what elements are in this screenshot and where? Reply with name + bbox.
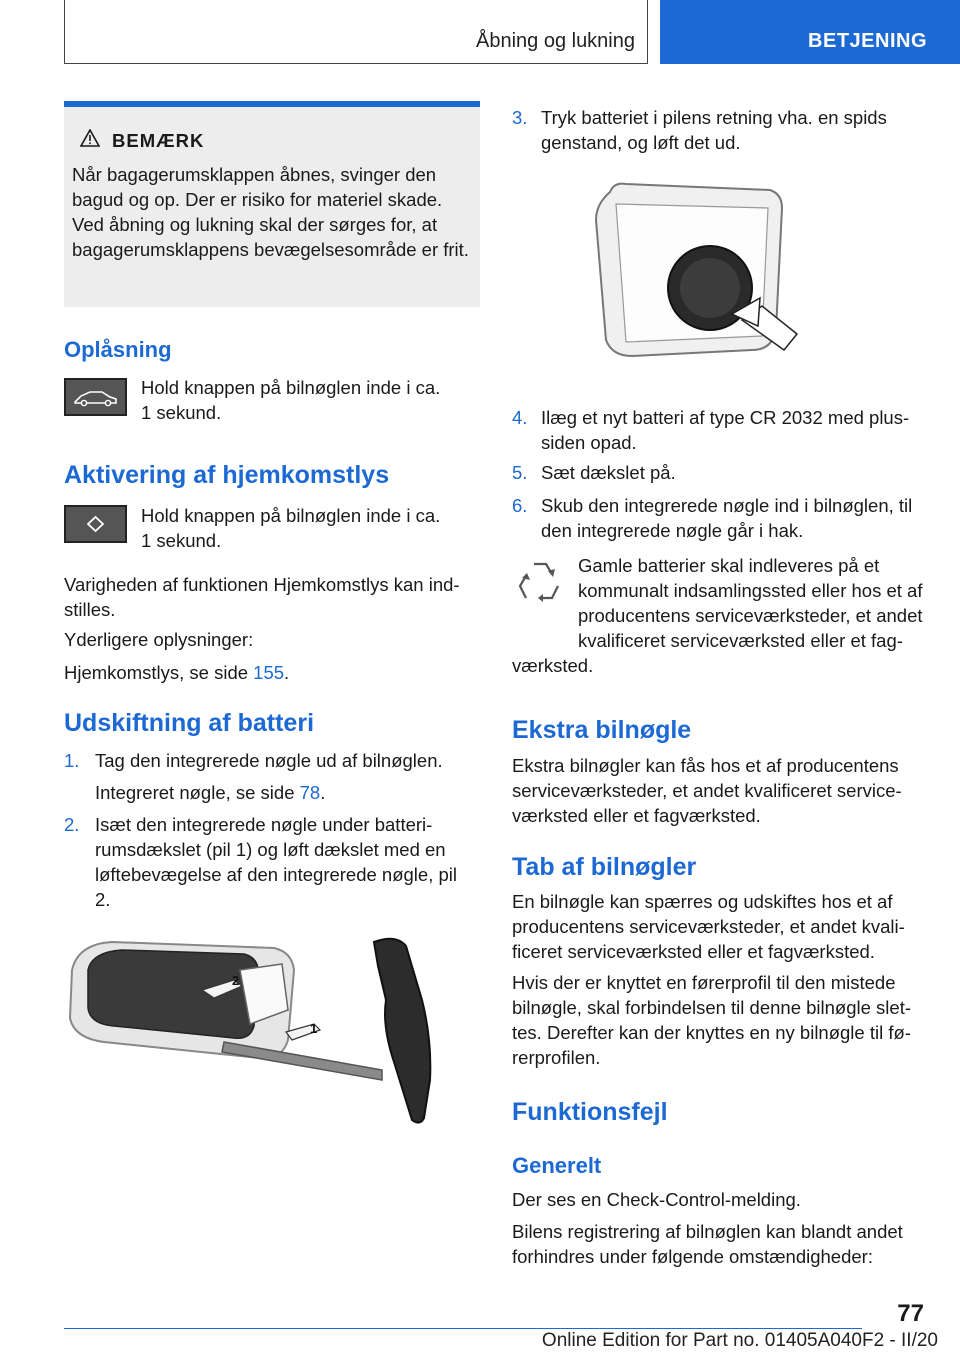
extra-key-heading: Ekstra bilnøgle: [512, 716, 692, 744]
further-info-label: Yderligere oplysninger:: [64, 629, 254, 650]
step-text: Ilæg et nyt batteri af type CR 2032 med plus- siden opad.: [541, 407, 910, 453]
lost-key-paragraph-1: En bilnøgle kan spærres og udskiftes hos et af producentens serviceværksteder, et andet kvali- ficeret serviceværksted eller et fagværksted.: [512, 891, 905, 962]
note-text: Når bagagerumsklappen åbnes, svinger den bagud og op. Der er risiko for materiel skade. Ved åbning og lukning skal der sørges for, at bagagerumsklappens bevægelsesområde er frit.: [72, 164, 469, 260]
step-number: 3.: [512, 107, 528, 128]
homelight-reference-period: .: [284, 662, 290, 683]
chapter-tab[interactable]: [660, 0, 960, 64]
step1-reference-period: .: [320, 782, 326, 803]
homelight-reference: [64, 660, 289, 685]
step-number: 2.: [64, 814, 80, 835]
malfunction-paragraph-1: Der ses en Check-Control-melding.: [512, 1189, 801, 1210]
note-title: BEMÆRK: [112, 129, 205, 151]
footer-divider: [64, 1328, 862, 1329]
unlock-instruction-line2: 1 sekund.: [141, 402, 222, 423]
lost-key-heading: Tab af bilnøgler: [512, 853, 697, 881]
step-number: 6.: [512, 495, 528, 516]
step1-reference-text: Integreret nøgle, se side: [95, 782, 300, 803]
malfunction-heading: Funktionsfejl: [512, 1098, 668, 1126]
unlock-instruction-line1: Hold knappen på bilnøglen inde i ca.: [141, 377, 441, 398]
step-text: Tag den integrerede nøgle ud af bilnøglen.: [95, 750, 443, 771]
step-number: 1.: [64, 750, 80, 771]
malfunction-paragraph-2: Bilens registrering af bilnøglen kan blandt andet forhindres under følgende omstændigheder:: [512, 1221, 903, 1267]
homelight-paragraph: Varigheden af funktionen Hjemkomstlys kan ind- stilles.: [64, 574, 460, 620]
page-link-78[interactable]: 78: [299, 782, 321, 803]
homelight-instruction-line2: 1 sekund.: [141, 530, 222, 551]
step-text: Tryk batteriet i pilens retning vha. en spids genstand, og løft det ud.: [541, 107, 887, 153]
homelight-reference-text: Hjemkomstlys, se side: [64, 662, 254, 683]
battery-removal-illustration: [592, 180, 812, 365]
step-number: 4.: [512, 407, 528, 428]
home-light-button-icon: [64, 505, 127, 543]
page-number: 77: [897, 1300, 924, 1327]
step-text: Skub den integrerede nøgle ind i bilnøglen, til den integrerede nøgle går i hak.: [541, 495, 913, 541]
step-text: Sæt dækslet på.: [541, 462, 676, 483]
homelight-instruction-line1: Hold knappen på bilnøglen inde i ca.: [141, 505, 441, 526]
step-text: Isæt den integrerede nøgle under batteri- rumsdækslet (pil 1) og løft dækslet med en løftebevægelse af den integrerede nøgle, pil 2.: [95, 814, 457, 910]
step1-reference: [95, 780, 325, 805]
page-link-155[interactable]: 155: [253, 662, 285, 683]
extra-key-text: Ekstra bilnøgler kan fås hos et af producentens serviceværksteder, et andet kvalificeret service- værksted eller et fagværksted.: [512, 755, 902, 826]
chapter-tab-label: BETJENING: [808, 30, 927, 52]
lost-key-paragraph-2: Hvis der er knyttet en førerprofil til den mistede bilnøgle, skal forbindelsen til denne bilnøgle slet- tes. Derefter kan der knyttes en ny bilnøgle til fø- rerprofilen.: [512, 972, 911, 1068]
recycle-icon-spacer: [512, 553, 578, 631]
warning-icon: [80, 129, 100, 152]
key-battery-cover-illustration: [64, 930, 464, 1130]
section-title: Åbning og lukning: [475, 30, 635, 52]
step-number: 5.: [512, 462, 528, 483]
recycle-note: [512, 553, 924, 678]
unlock-heading: Oplåsning: [64, 337, 172, 362]
edition-footer: Online Edition for Part no. 01405A040F2 - II/20: [541, 1330, 938, 1351]
car-unlock-button-icon: [64, 378, 127, 416]
general-subheading: Generelt: [512, 1153, 602, 1178]
recycle-text: Gamle batterier skal indleveres på et kommunalt indsamlingssted eller hos et af producentens serviceværksteder, et andet kvalificeret serviceværksted eller et fag- værksted.: [512, 555, 923, 676]
arrow-label-2: 2: [232, 973, 240, 988]
homelight-heading: Aktivering af hjemkomstlys: [64, 461, 390, 489]
note-box: [64, 101, 480, 307]
arrow-label-1: 1: [310, 1021, 318, 1036]
battery-heading: Udskiftning af batteri: [64, 709, 315, 737]
note-header: [80, 129, 472, 152]
